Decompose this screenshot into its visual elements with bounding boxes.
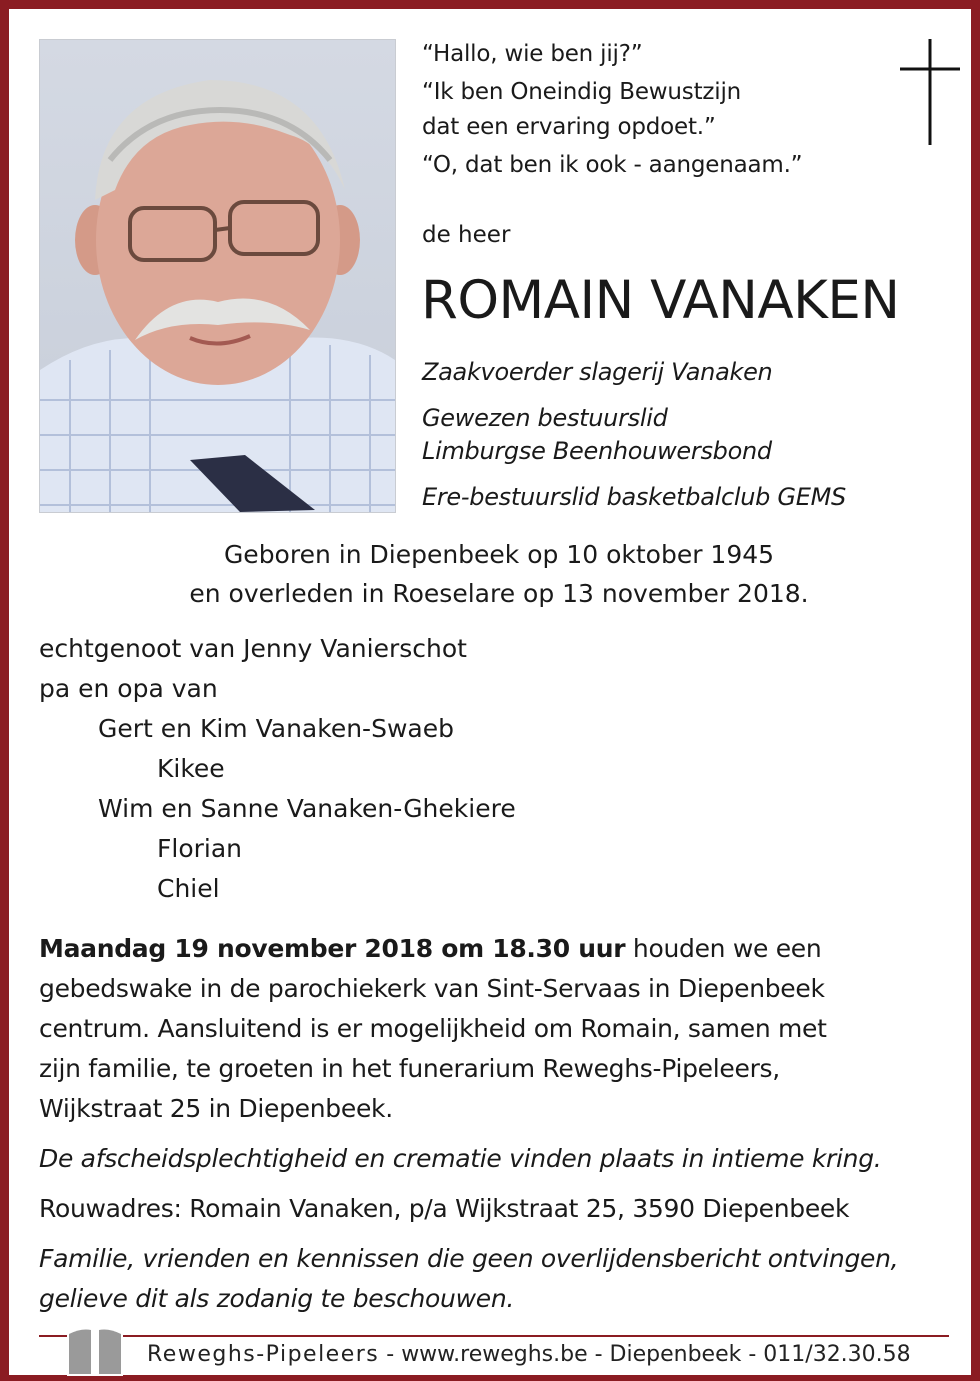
death-line: en overleden in Roeselare op 13 november 2018.	[189, 579, 809, 608]
footer-contact-details: - www.reweghs.be - Diepenbeek - 011/32.30.58	[379, 1342, 911, 1367]
quote-line-1: “Hallo, wie ben jij?”	[422, 41, 643, 67]
service-line-1	[39, 929, 969, 969]
deceased-name: ROMAIN VANAKEN	[421, 270, 900, 331]
spouse-line: echtgenoot van Jenny Vanierschot	[39, 634, 467, 663]
notice-line-2: gelieve dit als zodanig te beschouwen.	[39, 1284, 515, 1313]
footer-contact	[147, 1340, 952, 1370]
footer-company: Reweghs-Pipeleers	[147, 1342, 380, 1367]
quote-line-2: “Ik ben Oneindig Bewustzijn	[422, 79, 742, 105]
grandchild-1: Kikee	[157, 754, 225, 783]
portrait-photo	[39, 39, 396, 513]
service-line-2: gebedswake in de parochiekerk van Sint-Servaas in Diepenbeek	[39, 974, 825, 1003]
cremation-note: De afscheidsplechtigheid en crematie vinden plaats in intieme kring.	[39, 1144, 882, 1173]
footer-divider	[39, 1335, 949, 1337]
service-line-3: centrum. Aansluitend is er mogelijkheid om Romain, samen met	[39, 1014, 827, 1043]
grandchild-2a: Florian	[157, 834, 243, 863]
child-2: Wim en Sanne Vanaken-Ghekiere	[98, 794, 516, 823]
service-line-4: zijn familie, te groeten in het funerarium Reweghs-Pipeleers,	[39, 1054, 780, 1083]
child-1: Gert en Kim Vanaken-Swaeb	[98, 714, 454, 743]
notice-line-1: Familie, vrienden en kennissen die geen overlijdensbericht ontvingen,	[39, 1244, 899, 1273]
quote-line-3: dat een ervaring opdoet.”	[422, 114, 716, 140]
role-3: Limburgse Beenhouwersbond	[422, 437, 772, 465]
funeral-home-logo-icon	[67, 1324, 123, 1376]
honorific: de heer	[422, 222, 511, 248]
children-intro: pa en opa van	[39, 674, 218, 703]
service-line-1-rest: houden we een	[625, 934, 822, 963]
service-date-time: Maandag 19 november 2018 om 18.30 uur	[39, 934, 626, 963]
birth-line: Geboren in Diepenbeek op 10 oktober 1945	[223, 540, 775, 569]
cross-icon	[897, 39, 963, 147]
mourning-address: Rouwadres: Romain Vanaken, p/a Wijkstraat 25, 3590 Diepenbeek	[39, 1194, 850, 1223]
grandchild-2b: Chiel	[157, 874, 220, 903]
quote-line-4: “O, dat ben ik ook - aangenaam.”	[422, 152, 803, 178]
role-1: Zaakvoerder slagerij Vanaken	[422, 358, 773, 386]
role-4: Ere-bestuurslid basketbalclub GEMS	[422, 483, 846, 511]
portrait-illustration	[40, 40, 395, 512]
role-2: Gewezen bestuurslid	[422, 404, 668, 432]
service-line-5: Wijkstraat 25 in Diepenbeek.	[39, 1094, 393, 1123]
